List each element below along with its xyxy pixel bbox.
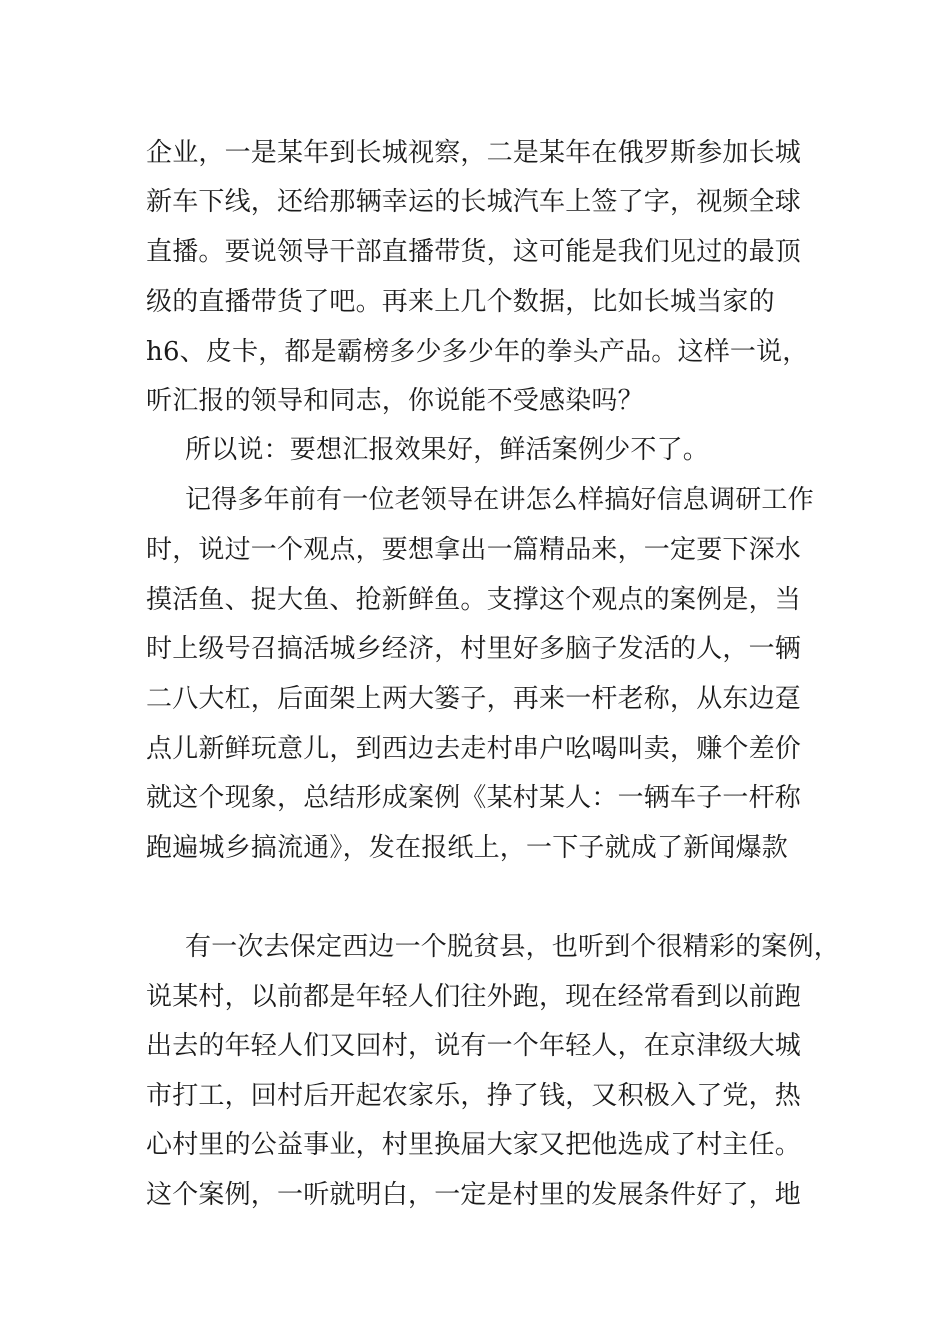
text-line: 二八大杠，后面架上两大篓子，再来一杆老称，从东边趸 — [146, 684, 802, 714]
text-line: 记得多年前有一位老领导在讲怎么样搞好信息调研工作 — [185, 485, 814, 515]
text-line: 时，说过一个观点，要想拿出一篇精品来，一定要下深水 — [146, 535, 802, 565]
text-line: 说某村，以前都是年轻人们往外跑，现在经常看到以前跑 — [146, 982, 802, 1012]
text-line: 时上级号召搞活城乡经济，村里好多脑子发活的人，一辆 — [146, 634, 802, 664]
text-line: 企业，一是某年到长城视察，二是某年在俄罗斯参加长城 — [146, 138, 802, 168]
text-line: 出去的年轻人们又回村，说有一个年轻人，在京津级大城 — [146, 1031, 802, 1061]
text-line: h6、皮卡，都是霸榜多少多少年的拳头产品。这样一说， — [146, 337, 809, 367]
text-line: 摸活鱼、捉大鱼、抢新鲜鱼。支撑这个观点的案例是，当 — [146, 585, 802, 615]
text-line: 听汇报的领导和同志，你说能不受感染吗？ — [146, 386, 644, 416]
text-line: 跑遍城乡搞流通》，发在报纸上，一下子就成了新闻爆款 — [146, 833, 789, 863]
text-line: 市打工，回村后开起农家乐，挣了钱，又积极入了党，热 — [146, 1081, 802, 1111]
text-line: 心村里的公益事业，村里换届大家又把他选成了村主任。 — [146, 1130, 802, 1160]
text-line: 这个案例，一听就明白，一定是村里的发展条件好了，地 — [146, 1180, 802, 1210]
text-line: 新车下线，还给那辆幸运的长城汽车上签了字，视频全球 — [146, 187, 802, 217]
text-line: 级的直播带货了吧。再来上几个数据，比如长城当家的 — [146, 287, 775, 317]
text-line: 直播。要说领导干部直播带货，这可能是我们见过的最顶 — [146, 237, 802, 267]
text-line: 所以说：要想汇报效果好，鲜活案例少不了。 — [185, 435, 710, 465]
text-line: 点儿新鲜玩意儿，到西边去走村串户吆喝叫卖，赚个差价 — [146, 734, 802, 764]
text-line: 有一次去保定西边一个脱贫县，也听到个很精彩的案例， — [185, 932, 841, 962]
text-line: 就这个现象，总结形成案例《某村某人：一辆车子一杆称 — [146, 783, 802, 813]
